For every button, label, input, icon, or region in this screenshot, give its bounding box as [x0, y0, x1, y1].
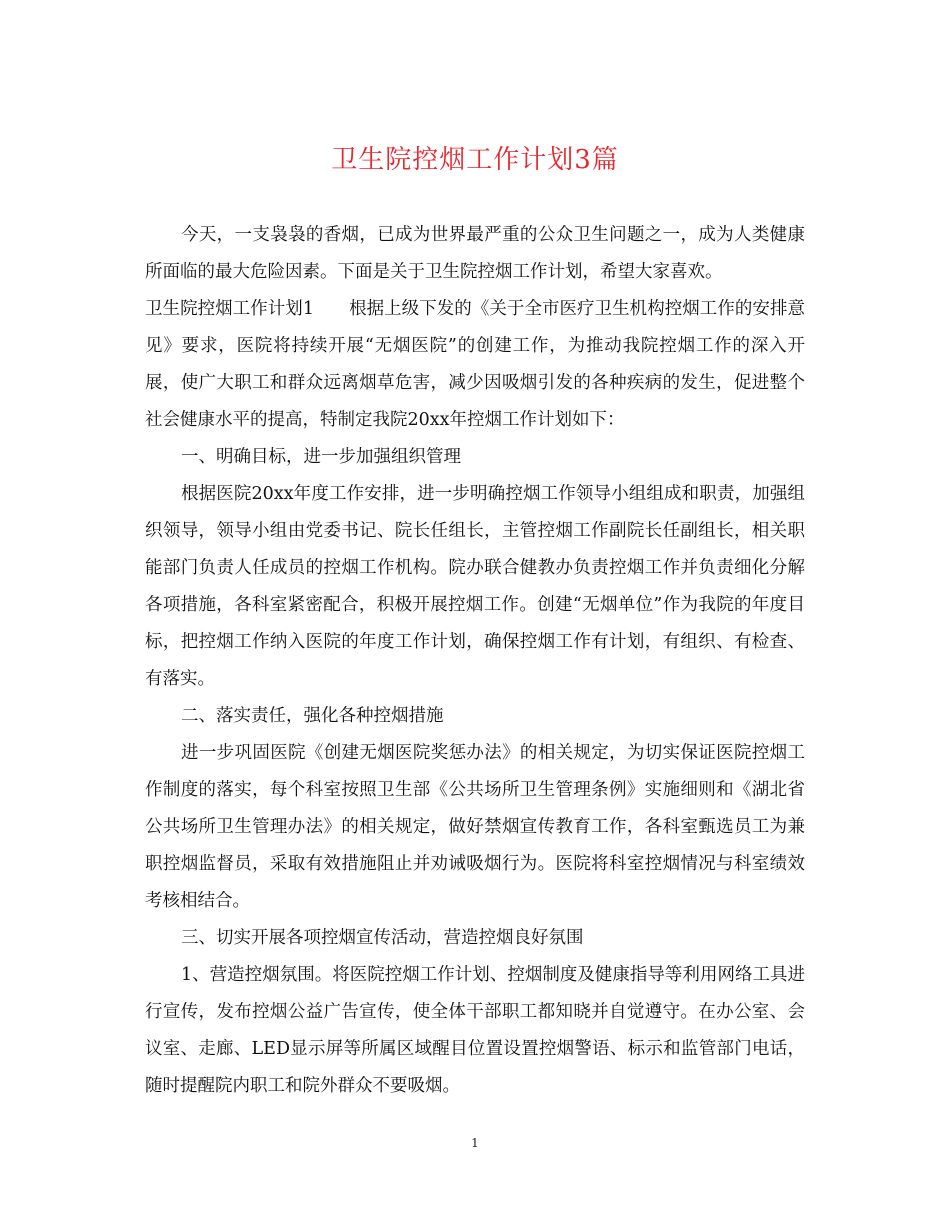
- page-number: 1: [471, 1136, 479, 1150]
- section-paragraph-1: 根据医院20xx年度工作安排，进一步明确控烟工作领导小组组成和职责，加强组织领导，领导小组由党委书记、院长任组长，主管控烟工作副院长任副组长，相关职能部门负责人任成员的控烟工作机构。院办联合健教办负责控烟工作并负责细化分解各项措施，各科室紧密配合，积极开展控烟工作。创建“无烟单位”作为我院的年度目标，把控烟工作纳入医院的年度工作计划，确保控烟工作有计划，有组织、有检查、有落实。: [145, 484, 805, 689]
- section-heading-3: 三、切实开展各项控烟宣传活动，营造控烟良好氛围: [181, 928, 584, 948]
- section-heading-1: 一、明确目标，进一步加强组织管理: [181, 447, 461, 467]
- intro-paragraph: 今天，一支袅袅的香烟，已成为世界最严重的公众卫生问题之一，成为人类健康所面临的最大危险因素。下面是关于卫生院控烟工作计划，希望大家喜欢。: [145, 225, 805, 282]
- document-body: [145, 217, 805, 1105]
- section-paragraph-3: 1、营造控烟氛围。将医院控烟工作计划、控烟制度及健康指导等利用网络工具进行宣传，发布控烟公益广告宣传，使全体干部职工都知晓并自觉遵守。在办公室、会议室、走廊、LED显示屏等所属区域醒目位置设置控烟警语、标示和监管部门电话，随时提醒院内职工和院外群众不要吸烟。: [145, 965, 805, 1096]
- section-paragraph-2: 进一步巩固医院《创建无烟医院奖惩办法》的相关规定，为切实保证医院控烟工作制度的落实，每个科室按照卫生部《公共场所卫生管理条例》实施细则和《湖北省公共场所卫生管理办法》的相关规定，做好禁烟宣传教育工作，各科室甄选员工为兼职控烟监督员，采取有效措施阻止并劝诫吸烟行为。医院将科室控烟情况与科室绩效考核相结合。: [145, 743, 805, 911]
- section-heading-2: 二、落实责任，强化各种控烟措施: [181, 706, 444, 726]
- plan-one-paragraph: 卫生院控烟工作计划1 根据上级下发的《关于全市医疗卫生机构控烟工作的安排意见》要求，医院将持续开展“无烟医院”的创建工作，为推动我院控烟工作的深入开展，使广大职工和群众远离烟草危害，减少因吸烟引发的各种疾病的发生，促进整个社会健康水平的提高，特制定我院20xx年控烟工作计划如下：: [145, 299, 805, 430]
- document-title: 卫生院控烟工作计划3篇: [331, 145, 619, 175]
